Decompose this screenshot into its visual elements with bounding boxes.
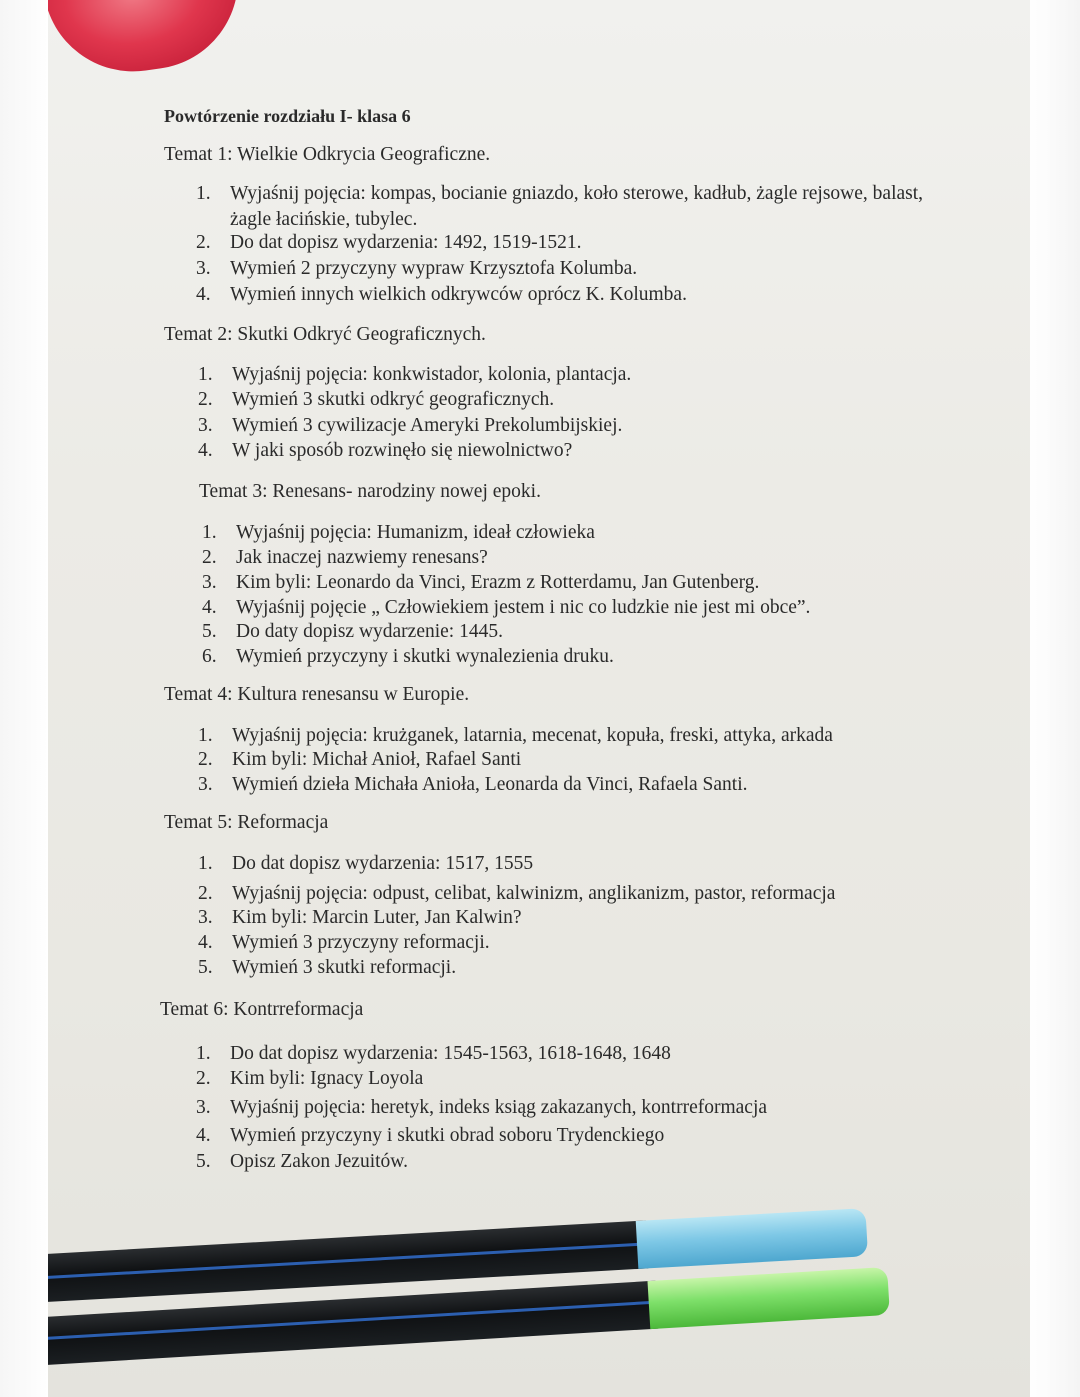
list-item	[196, 1068, 423, 1090]
item-number: 3.	[198, 774, 213, 795]
item-text: Wyjaśnij pojęcia: kompas, bocianie gniazdo, koło sterowe, kadłub, żagle rejsowe, balast, żagle łacińskie, tubylec.	[230, 183, 924, 230]
item-text: Do dat dopisz wydarzenia: 1517, 1555	[232, 853, 534, 874]
item-number: 2.	[198, 389, 213, 410]
list-item	[198, 907, 521, 929]
list-item	[202, 646, 614, 668]
item-number: 2.	[202, 547, 217, 568]
item-number: 1.	[198, 364, 213, 385]
item-text: Wyjaśnij pojęcia: heretyk, indeks ksiąg zakazanych, kontrreformacja	[230, 1097, 768, 1118]
item-number: 1.	[196, 183, 211, 204]
item-text: Wyjaśnij pojęcia: Humanizm, ideał człowieka	[236, 522, 595, 543]
list-item	[198, 774, 747, 796]
section-heading-1: Temat 1: Wielkie Odkrycia Geograficzne.	[164, 144, 491, 165]
list-item	[196, 284, 687, 306]
item-text: Jak inaczej nazwiemy renesans?	[236, 547, 488, 568]
item-number: 5.	[198, 957, 213, 978]
item-number: 4.	[198, 440, 213, 461]
list-item	[198, 415, 622, 437]
item-number: 1.	[202, 522, 217, 543]
item-number: 5.	[202, 621, 217, 642]
list-item	[198, 883, 835, 905]
item-number: 3.	[202, 572, 217, 593]
item-number: 5.	[196, 1151, 211, 1172]
item-number: 3.	[198, 415, 213, 436]
item-number: 3.	[196, 1097, 211, 1118]
item-number: 1.	[198, 853, 213, 874]
item-number: 2.	[198, 883, 213, 904]
list-item	[196, 1043, 671, 1065]
list-item	[196, 258, 637, 280]
list-item	[202, 597, 810, 619]
section-heading-4: Temat 4: Kultura renesansu w Europie.	[164, 684, 470, 705]
item-text: Do dat dopisz wydarzenia: 1492, 1519-1521.	[230, 232, 582, 253]
item-text: Wyjaśnij pojęcia: odpust, celibat, kalwinizm, anglikanizm, pastor, reformacja	[232, 883, 836, 904]
item-number: 1.	[198, 725, 213, 746]
list-item	[196, 1125, 664, 1147]
item-text: Wymień 3 skutki reformacji.	[232, 957, 457, 978]
item-text: Opisz Zakon Jezuitów.	[230, 1151, 408, 1172]
item-text: Do daty dopisz wydarzenie: 1445.	[236, 621, 503, 642]
item-number: 4.	[202, 597, 217, 618]
item-number: 1.	[196, 1043, 211, 1064]
list-item	[198, 389, 554, 411]
item-text: Wymień 3 cywilizacje Ameryki Prekolumbijskiej.	[232, 415, 623, 436]
list-item	[202, 522, 595, 544]
section-heading-5: Temat 5: Reformacja	[164, 812, 329, 833]
item-number: 3.	[196, 258, 211, 279]
list-item	[196, 232, 581, 254]
list-item	[198, 440, 572, 462]
item-number: 4.	[198, 932, 213, 953]
photo-margin-left	[0, 0, 48, 1397]
list-item	[198, 957, 456, 979]
item-number: 6.	[202, 646, 217, 667]
list-item	[196, 1151, 408, 1173]
item-number: 2.	[198, 749, 213, 770]
list-item	[202, 572, 759, 594]
item-text: Kim byli: Michał Anioł, Rafael Santi	[232, 749, 522, 770]
list-item	[198, 749, 521, 771]
item-text: Wyjaśnij pojęcia: krużganek, latarnia, mecenat, kopuła, freski, attyka, arkada	[232, 725, 833, 746]
list-item	[202, 547, 488, 569]
item-number: 3.	[198, 907, 213, 928]
photo-margin-right	[1028, 0, 1080, 1397]
item-number: 4.	[196, 1125, 211, 1146]
item-text: W jaki sposób rozwinęło się niewolnictwo?	[232, 440, 573, 461]
list-item	[198, 932, 490, 954]
list-item	[198, 725, 833, 747]
item-text: Wyjaśnij pojęcia: konkwistador, kolonia, plantacja.	[232, 364, 632, 385]
item-number: 2.	[196, 232, 211, 253]
item-text: Kim byli: Leonardo da Vinci, Erazm z Rotterdamu, Jan Gutenberg.	[236, 572, 760, 593]
item-text: Wymień innych wielkich odkrywców oprócz K. Kolumba.	[230, 284, 687, 305]
item-text: Wyjaśnij pojęcie „ Człowiekiem jestem i nic co ludzkie nie jest mi obce”.	[236, 597, 811, 618]
list-item	[196, 1097, 767, 1119]
item-text: Wymień 3 skutki odkryć geograficznych.	[232, 389, 555, 410]
item-text: Kim byli: Marcin Luter, Jan Kalwin?	[232, 907, 522, 928]
list-item	[198, 853, 533, 875]
document	[48, 0, 1030, 1397]
item-text: Wymień przyczyny i skutki wynalezienia druku.	[236, 646, 614, 667]
section-heading-2: Temat 2: Skutki Odkryć Geograficznych.	[164, 324, 486, 345]
item-text: Wymień dzieła Michała Anioła, Leonarda da Vinci, Rafaela Santi.	[232, 774, 748, 795]
item-text: Wymień 3 przyczyny reformacji.	[232, 932, 490, 953]
item-text: Kim byli: Ignacy Loyola	[230, 1068, 424, 1089]
item-number: 2.	[196, 1068, 211, 1089]
section-heading-6: Temat 6: Kontrreformacja	[160, 999, 364, 1020]
list-item	[198, 364, 631, 386]
item-number: 4.	[196, 284, 211, 305]
list-item	[196, 181, 936, 233]
section-heading-3: Temat 3: Renesans- narodziny nowej epoki.	[199, 481, 541, 502]
list-item	[202, 621, 503, 643]
document-title: Powtórzenie rozdziału I- klasa 6	[164, 106, 411, 126]
item-text: Do dat dopisz wydarzenia: 1545-1563, 1618-1648, 1648	[230, 1043, 671, 1064]
paper-sheet	[48, 0, 1030, 1397]
item-text: Wymień 2 przyczyny wypraw Krzysztofa Kolumba.	[230, 258, 638, 279]
item-text: Wymień przyczyny i skutki obrad soboru Trydenckiego	[230, 1125, 665, 1146]
